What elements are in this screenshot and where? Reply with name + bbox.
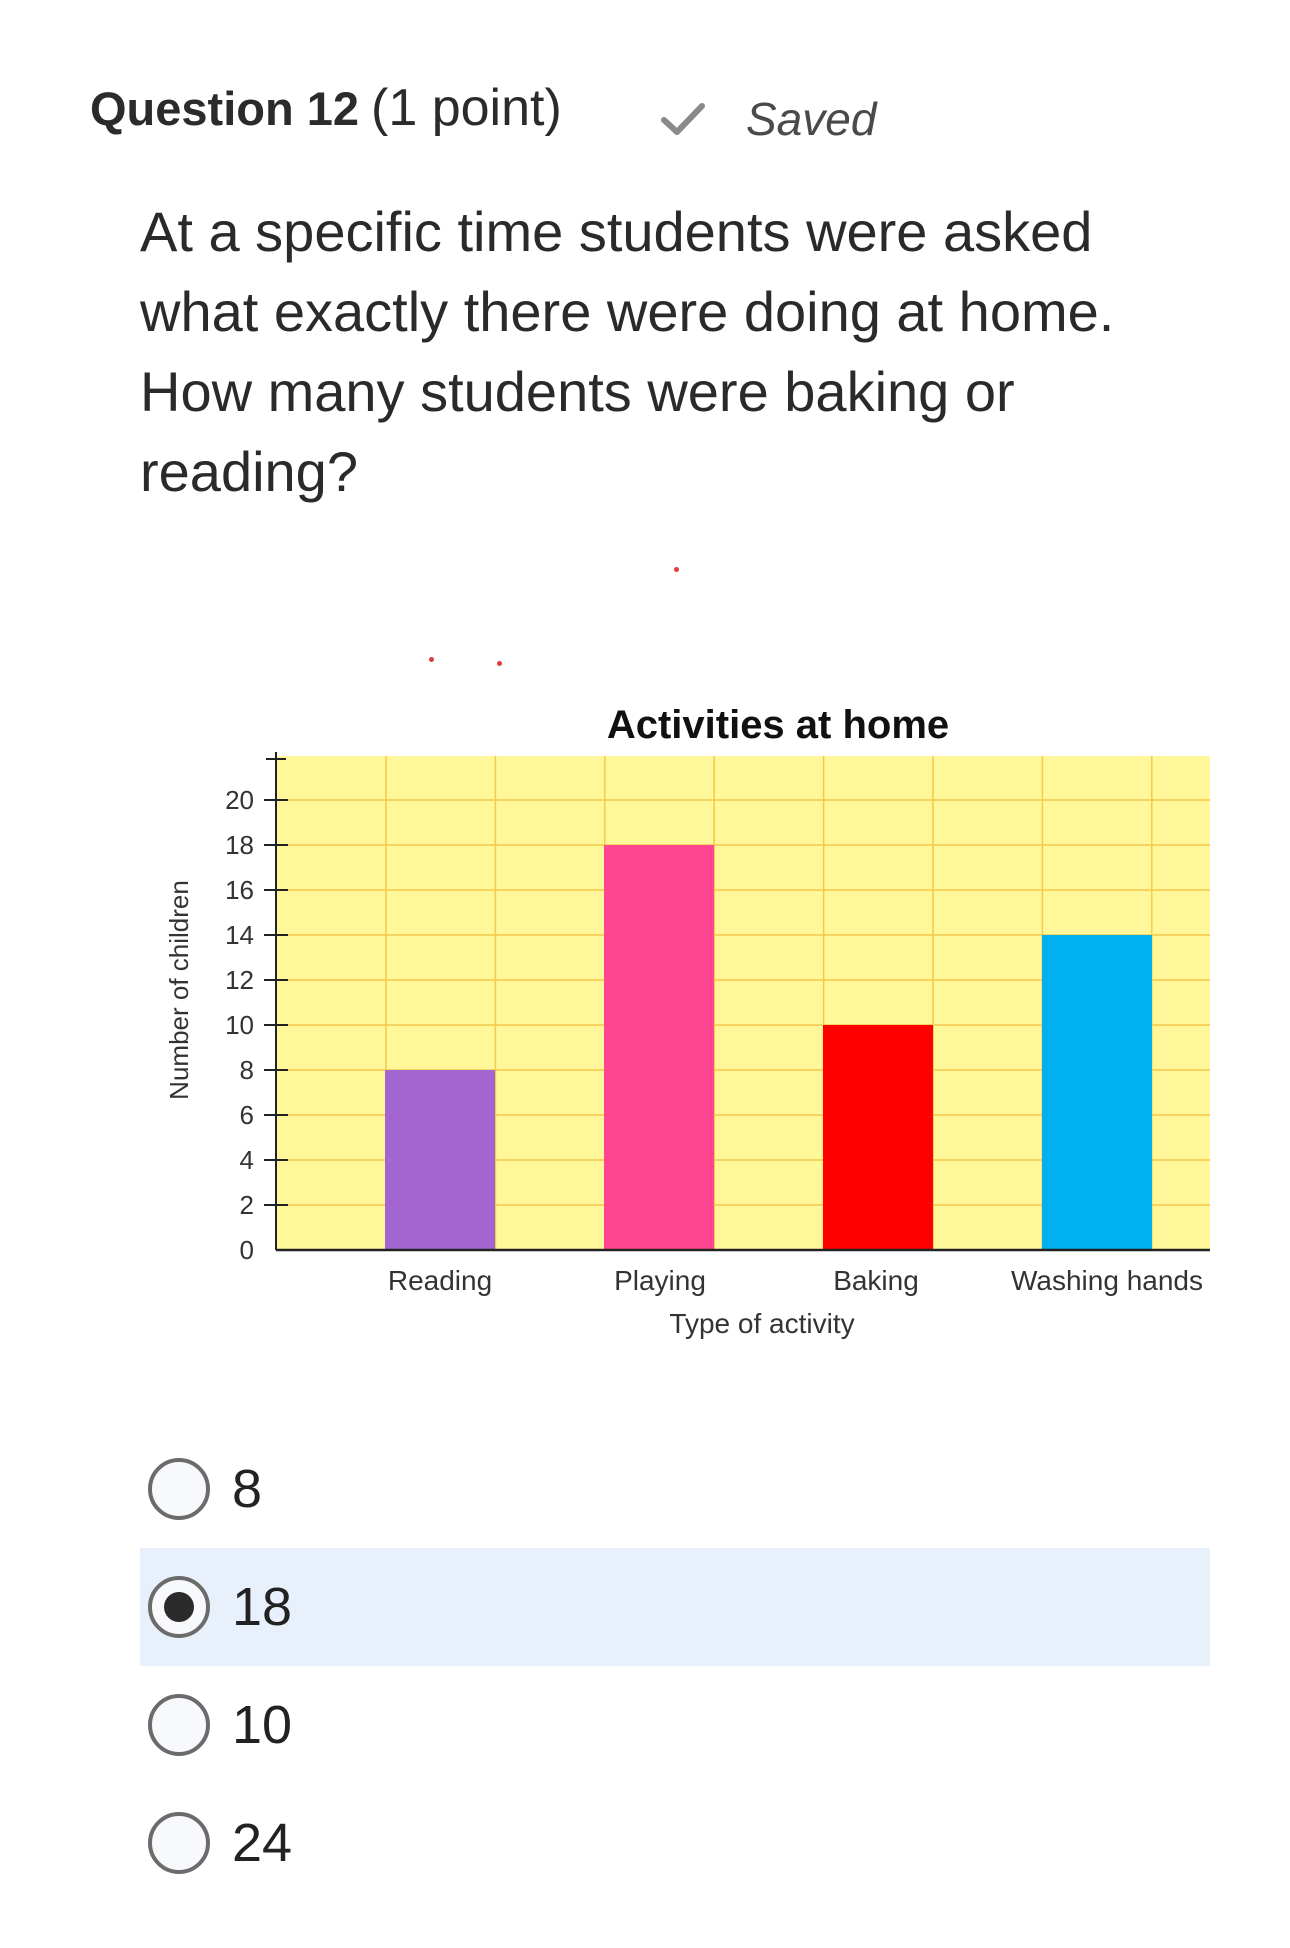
- radio-dot-icon: [164, 1592, 194, 1622]
- radio-button[interactable]: [148, 1694, 210, 1756]
- y-tick-label: 12: [225, 965, 254, 995]
- y-tick-label: 2: [239, 1190, 254, 1220]
- answer-options: [140, 1430, 1210, 1902]
- x-axis-label: Type of activity: [669, 1308, 855, 1339]
- question-title: Question 12: [90, 82, 360, 135]
- answer-option-label: 10: [232, 1695, 293, 1755]
- radio-button[interactable]: [148, 1812, 210, 1874]
- checkmark-icon: [660, 100, 706, 138]
- y-tick-label: 0: [239, 1235, 254, 1265]
- question-points: (1 point): [371, 79, 562, 137]
- answer-option-label: 24: [232, 1813, 293, 1873]
- x-tick-label: Baking: [833, 1265, 919, 1296]
- x-tick-label: Playing: [614, 1265, 706, 1296]
- answer-option[interactable]: [140, 1548, 1210, 1666]
- y-tick-label: 20: [225, 785, 254, 815]
- bar-chart-svg: [0, 540, 1290, 1370]
- bar-chart: [0, 540, 1290, 1370]
- y-tick-label: 10: [225, 1010, 254, 1040]
- question-header: [90, 78, 562, 138]
- y-tick-label: 14: [225, 920, 254, 950]
- answer-option-label: 8: [232, 1459, 263, 1519]
- question-prompt: At a specific time students were asked what exactly there were doing at home. How many students were baking or reading?: [140, 200, 1115, 503]
- answer-option[interactable]: [140, 1430, 1210, 1548]
- y-tick-label: 8: [239, 1055, 254, 1085]
- x-tick-label: Reading: [387, 1265, 493, 1296]
- radio-button-selected[interactable]: [148, 1576, 210, 1638]
- y-tick-label: 16: [225, 875, 254, 905]
- bar-reading: [385, 1070, 495, 1250]
- answer-option[interactable]: [140, 1784, 1210, 1902]
- answer-option-label: 18: [232, 1577, 293, 1637]
- bar-baking: [823, 1025, 933, 1250]
- bar-washing-hands: [1042, 935, 1152, 1250]
- saved-label: Saved: [746, 93, 877, 145]
- y-tick-label: 4: [239, 1145, 254, 1175]
- x-tick-label: Washing hands: [1011, 1265, 1203, 1296]
- radio-button[interactable]: [148, 1458, 210, 1520]
- y-tick-label: 18: [225, 830, 254, 860]
- saved-status: [660, 92, 876, 146]
- chart-title: Activities at home: [606, 703, 950, 747]
- y-tick-label: 6: [239, 1100, 254, 1130]
- answer-option[interactable]: [140, 1666, 1210, 1784]
- y-axis-label: Number of children: [164, 880, 194, 1100]
- bar-playing: [604, 845, 714, 1250]
